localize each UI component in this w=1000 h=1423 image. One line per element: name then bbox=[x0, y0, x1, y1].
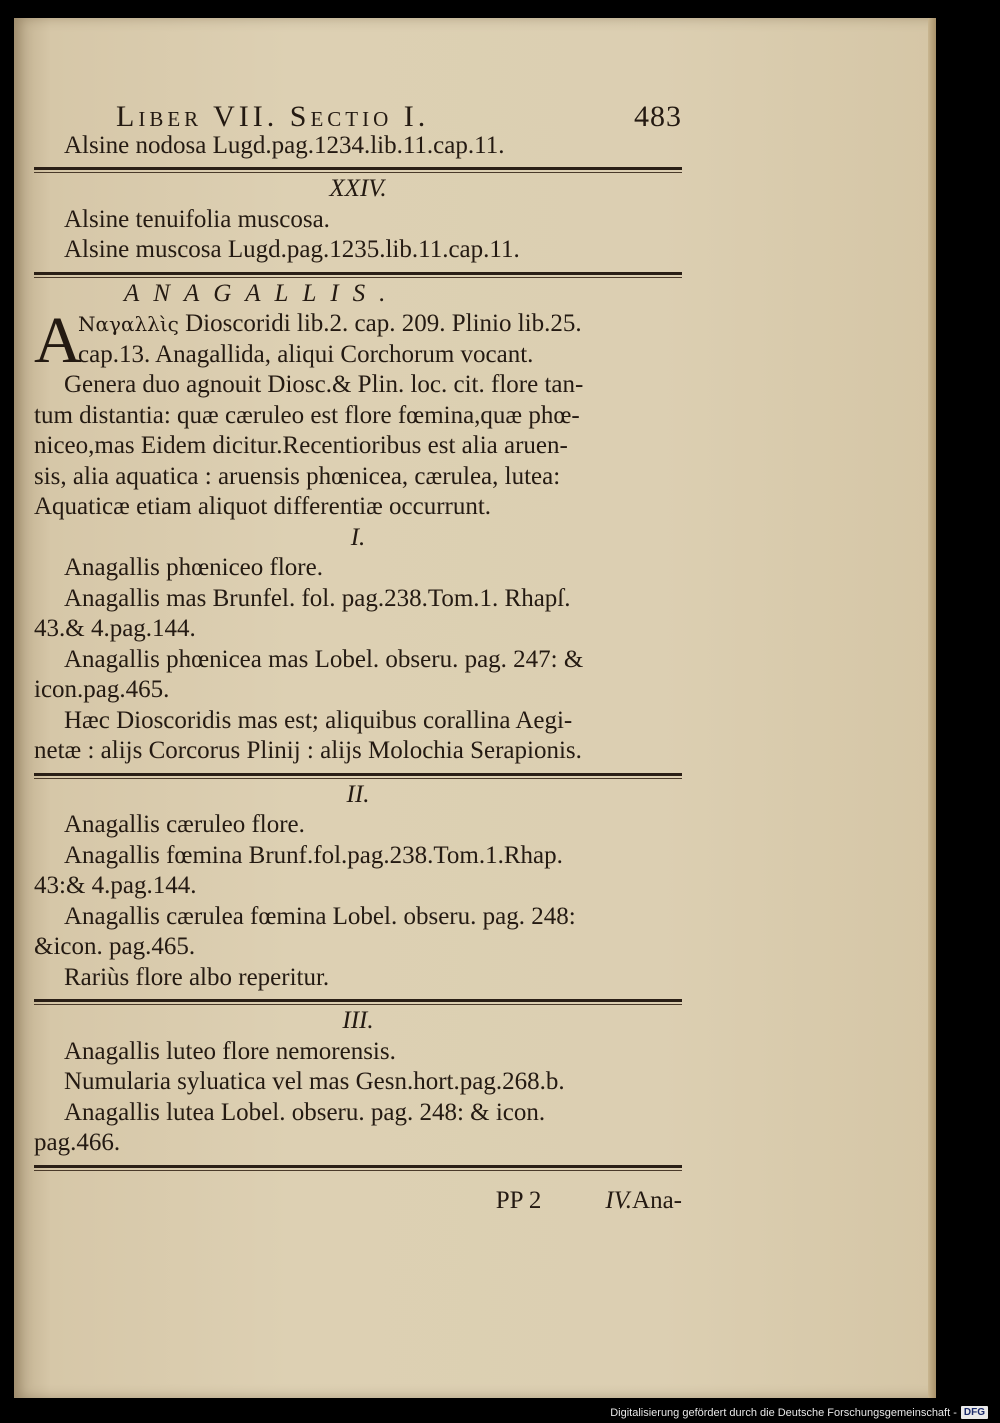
page-content bbox=[34, 102, 682, 1216]
text-line: Anagallis luteo flore nemorensis. bbox=[64, 1037, 396, 1065]
divider-rule bbox=[34, 167, 682, 170]
text-line: Anagallis phœniceo flore. bbox=[64, 554, 323, 581]
text-line: sis, alia aquatica : aruensis phœnicea, cærulea, lutea: bbox=[34, 462, 561, 490]
entry-numeral: II. bbox=[346, 780, 370, 808]
greek-word: Ναγαλλὶς bbox=[78, 312, 179, 336]
text-line: netæ : alijs Corcorus Plinij : alijs Molochia Serapionis. bbox=[34, 737, 582, 764]
divider-rule bbox=[34, 999, 682, 1002]
signature-letters: PP bbox=[495, 1186, 523, 1214]
dfg-logo-icon: DFG bbox=[961, 1406, 988, 1419]
entry-numeral: XXIV. bbox=[329, 175, 387, 202]
text-line-rest: Dioscoridi lib.2. cap. 209. Plinio lib.25. bbox=[185, 310, 582, 337]
text-line: icon.pag.465. bbox=[34, 676, 170, 703]
catchword-numeral: IV. bbox=[605, 1186, 633, 1214]
text-line: tum distantia: quæ cæruleo est flore fœmina,quæ phœ- bbox=[34, 401, 580, 429]
text-line: 43:& 4.pag.144. bbox=[34, 872, 197, 899]
page-footer bbox=[34, 1172, 682, 1217]
page-edge bbox=[928, 18, 936, 1398]
text-line: Anagallis cæruleo flore. bbox=[64, 811, 305, 838]
divider-rule bbox=[34, 272, 682, 275]
intro-paragraph bbox=[34, 304, 682, 377]
text-line: Rariùs flore albo reperitur. bbox=[64, 963, 330, 991]
text-line: cap.13. Anagallida, aliqui Corchorum vocant. bbox=[78, 340, 534, 368]
book-page bbox=[14, 18, 936, 1398]
text-line: Hæc Dioscoridis mas est; aliquibus corallina Aegi- bbox=[64, 706, 573, 734]
text-line: Anagallis mas Brunfel. fol. pag.238.Tom.1. Rhapſ. bbox=[64, 584, 571, 612]
text-line: Alsine tenuifolia muscosa. bbox=[64, 205, 330, 233]
text-line: 43.& 4.pag.144. bbox=[34, 615, 196, 642]
credit-text: Digitalisierung gefördert durch die Deutsche Forschungsgemeinschaft - bbox=[610, 1406, 957, 1419]
text-line: Anagallis phœnicea mas Lobel. obseru. pag. 247: & bbox=[64, 645, 584, 673]
digitization-credit bbox=[610, 1406, 988, 1419]
text-line: Alsine nodosa Lugd.pag.1234.lib.11.cap.11. bbox=[64, 131, 505, 159]
divider-rule bbox=[34, 1165, 682, 1168]
text-line: Anagallis cærulea fœmina Lobel. obseru. pag. 248: bbox=[64, 902, 576, 930]
text-line: &icon. pag.465. bbox=[34, 933, 196, 960]
entry-numeral: III. bbox=[342, 1007, 374, 1034]
text-line: niceo,mas Eidem dicitur.Recentioribus est alia aruen- bbox=[34, 432, 568, 459]
text-line: Alsine muscosa Lugd.pag.1235.lib.11.cap.11. bbox=[64, 236, 520, 263]
section-title: ANAGALLIS. bbox=[124, 279, 400, 307]
text-line: Anagallis fœmina Brunf.fol.pag.238.Tom.1.Rhap. bbox=[64, 841, 563, 869]
catchword bbox=[605, 1186, 682, 1217]
text-line: Genera duo agnouit Diosc.& Plin. loc. cit. flore tan- bbox=[64, 371, 584, 398]
text-line: Numularia syluatica vel mas Gesn.hort.pag.268.b. bbox=[64, 1068, 565, 1095]
catchword-text: Ana- bbox=[632, 1186, 682, 1214]
page-header bbox=[34, 102, 682, 133]
text-line bbox=[78, 309, 682, 340]
text-line: pag.466. bbox=[34, 1129, 121, 1156]
entry-numeral: I. bbox=[350, 523, 366, 551]
text-line: Anagallis lutea Lobel. obseru. pag. 248: & icon. bbox=[64, 1098, 546, 1126]
divider-rule bbox=[34, 773, 682, 776]
drop-cap: A bbox=[34, 304, 82, 377]
signature-number: 2 bbox=[528, 1186, 542, 1214]
running-head: Liber VII. Sectio I. bbox=[116, 100, 430, 133]
page-number: 483 bbox=[634, 100, 682, 133]
signature-mark bbox=[496, 1186, 542, 1217]
text-line: Aquaticæ etiam aliquot differentiæ occurrunt. bbox=[34, 493, 492, 520]
